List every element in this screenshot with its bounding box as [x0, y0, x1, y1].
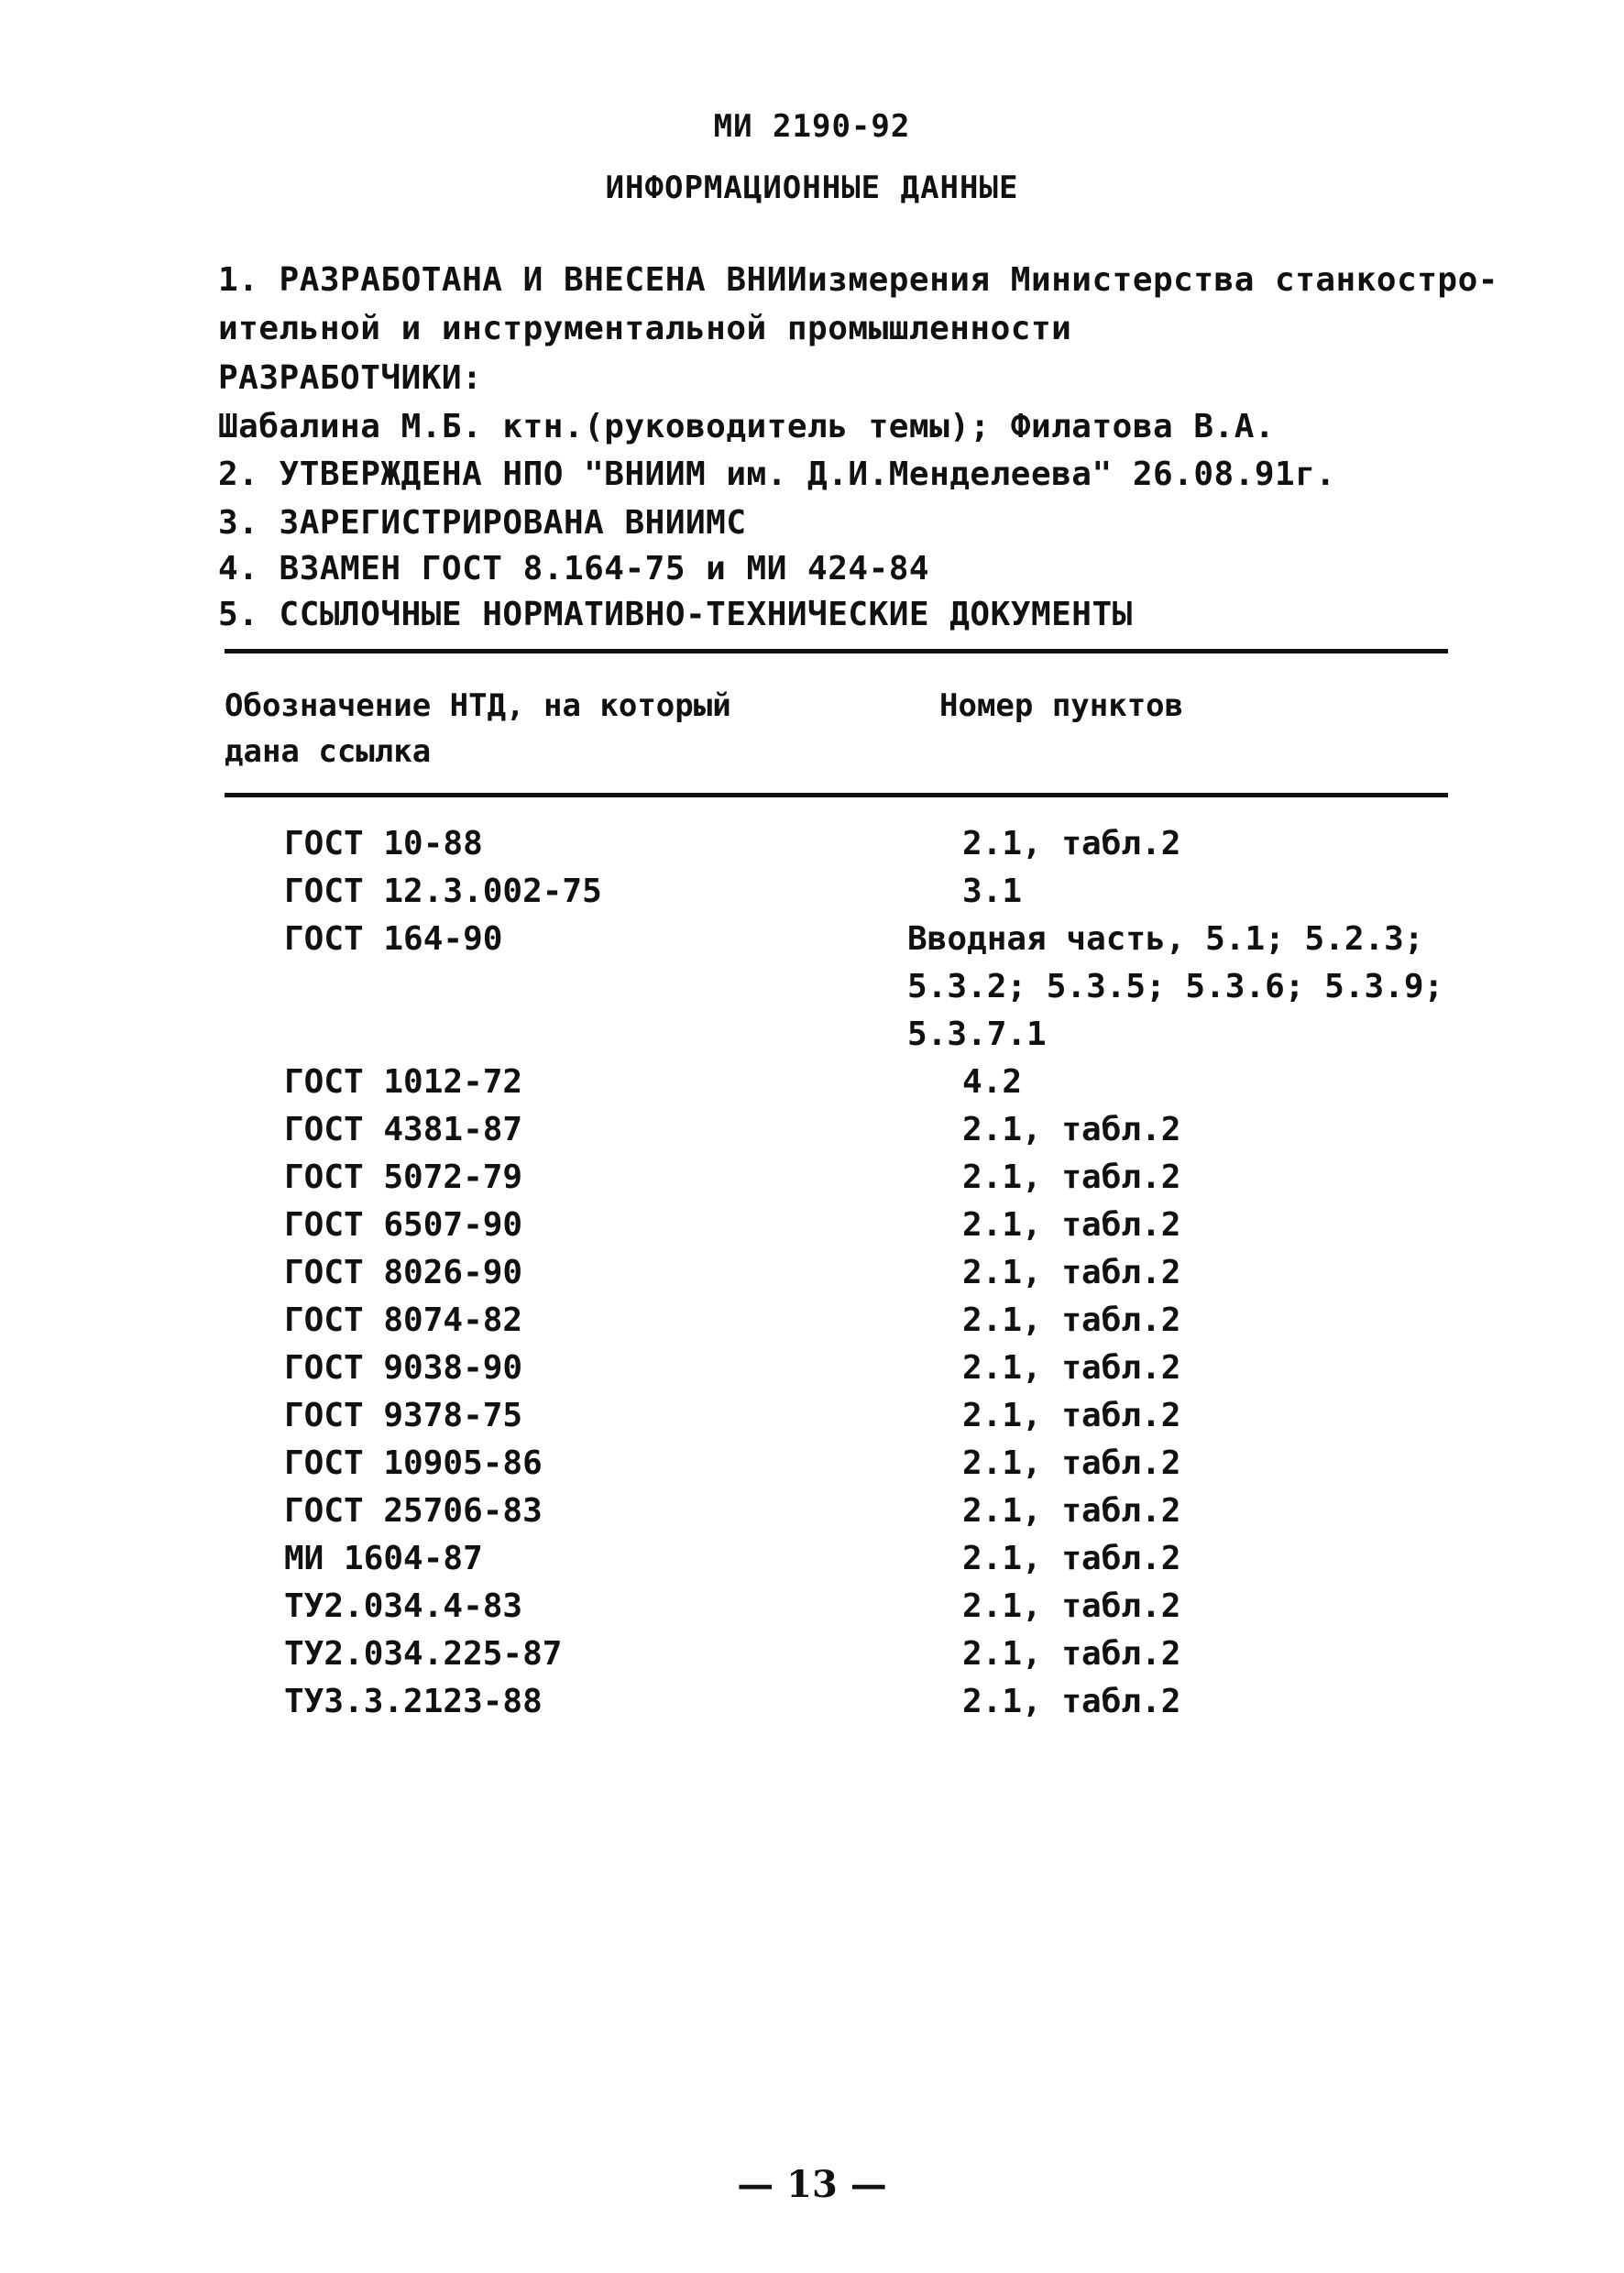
table-row-clause: 4.2 — [962, 1063, 1023, 1101]
table-row-clause: Вводная часть, 5.1; 5.2.3; — [907, 920, 1424, 958]
table-row-clause: 3.1 — [962, 873, 1023, 910]
info-item-4: 4. ВЗАМЕН ГОСТ 8.164-75 и МИ 424-84 — [218, 550, 930, 587]
column-header-clauses: Номер пунктов — [939, 687, 1184, 724]
info-item-1-line-2: ительной и инструментальной промышленности — [218, 310, 1072, 347]
table-row-doc: ТУ3.3.2123-88 — [284, 1683, 543, 1720]
table-row-doc: ГОСТ 12.3.002-75 — [284, 873, 602, 910]
table-row-clause: 2.1, табл.2 — [962, 1540, 1181, 1577]
table-row-doc: ГОСТ 9038-90 — [284, 1349, 523, 1387]
table-row-clause: 2.1, табл.2 — [962, 1492, 1181, 1530]
table-row-doc: ГОСТ 10-88 — [284, 825, 483, 862]
table-row-doc: ГОСТ 8074-82 — [284, 1301, 523, 1339]
table-header-rule — [225, 793, 1448, 797]
table-row-doc: ГОСТ 6507-90 — [284, 1206, 523, 1244]
document-code: МИ 2190-92 — [713, 108, 911, 145]
table-row-clause: 2.1, табл.2 — [962, 1683, 1181, 1720]
table-row-doc: ГОСТ 5072-79 — [284, 1158, 523, 1196]
table-row-doc: ГОСТ 25706-83 — [284, 1492, 543, 1530]
table-row-doc: ТУ2.034.4-83 — [284, 1587, 523, 1625]
table-row-doc: ГОСТ 8026-90 — [284, 1254, 523, 1291]
developers-label: РАЗРАБОТЧИКИ: — [218, 359, 483, 397]
table-row-doc: ГОСТ 10905-86 — [284, 1444, 543, 1482]
table-row-clause: 2.1, табл.2 — [962, 1111, 1181, 1148]
table-row-clause-line-2: 5.3.2; 5.3.5; 5.3.6; 5.3.9; — [907, 968, 1444, 1005]
table-row-clause: 2.1, табл.2 — [962, 1397, 1181, 1434]
table-row-clause: 2.1, табл.2 — [962, 1635, 1181, 1673]
table-row-doc: ГОСТ 1012-72 — [284, 1063, 523, 1101]
table-row-clause: 2.1, табл.2 — [962, 1349, 1181, 1387]
info-item-2: 2. УТВЕРЖДЕНА НПО "ВНИИМ им. Д.И.Менделеева" 26.08.91г. — [218, 456, 1336, 493]
table-row-clause: 2.1, табл.2 — [962, 1301, 1181, 1339]
table-row-clause-line-3: 5.3.7.1 — [907, 1016, 1047, 1053]
table-top-rule — [225, 649, 1448, 653]
table-row-clause: 2.1, табл.2 — [962, 1444, 1181, 1482]
table-row-doc: ГОСТ 9378-75 — [284, 1397, 523, 1434]
table-row-doc: ТУ2.034.225-87 — [284, 1635, 563, 1673]
table-row-doc: МИ 1604-87 — [284, 1540, 483, 1577]
info-item-3: 3. ЗАРЕГИСТРИРОВАНА ВНИИМС — [218, 504, 747, 542]
info-item-5: 5. ССЫЛОЧНЫЕ НОРМАТИВНО-ТЕХНИЧЕСКИЕ ДОКУМЕНТЫ — [218, 596, 1133, 633]
column-header-document-line-2: дана ссылка — [225, 733, 432, 770]
table-row-clause: 2.1, табл.2 — [962, 1254, 1181, 1291]
developers-names: Шабалина М.Б. ктн.(руководитель темы); Филатова В.А. — [218, 408, 1276, 445]
page-number: — 13 — — [737, 2163, 887, 2206]
table-row-clause: 2.1, табл.2 — [962, 1587, 1181, 1625]
table-row-doc: ГОСТ 164-90 — [284, 920, 503, 958]
table-row-doc: ГОСТ 4381-87 — [284, 1111, 523, 1148]
column-header-document: Обозначение НТД, на который — [225, 687, 731, 724]
info-item-1-line-1: 1. РАЗРАБОТАНА И ВНЕСЕНА ВНИИизмерения Министерства станкостро- — [218, 261, 1498, 299]
table-row-clause: 2.1, табл.2 — [962, 825, 1181, 862]
table-row-clause: 2.1, табл.2 — [962, 1206, 1181, 1244]
page-title: ИНФОРМАЦИОННЫЕ ДАННЫЕ — [605, 170, 1019, 206]
table-row-clause: 2.1, табл.2 — [962, 1158, 1181, 1196]
